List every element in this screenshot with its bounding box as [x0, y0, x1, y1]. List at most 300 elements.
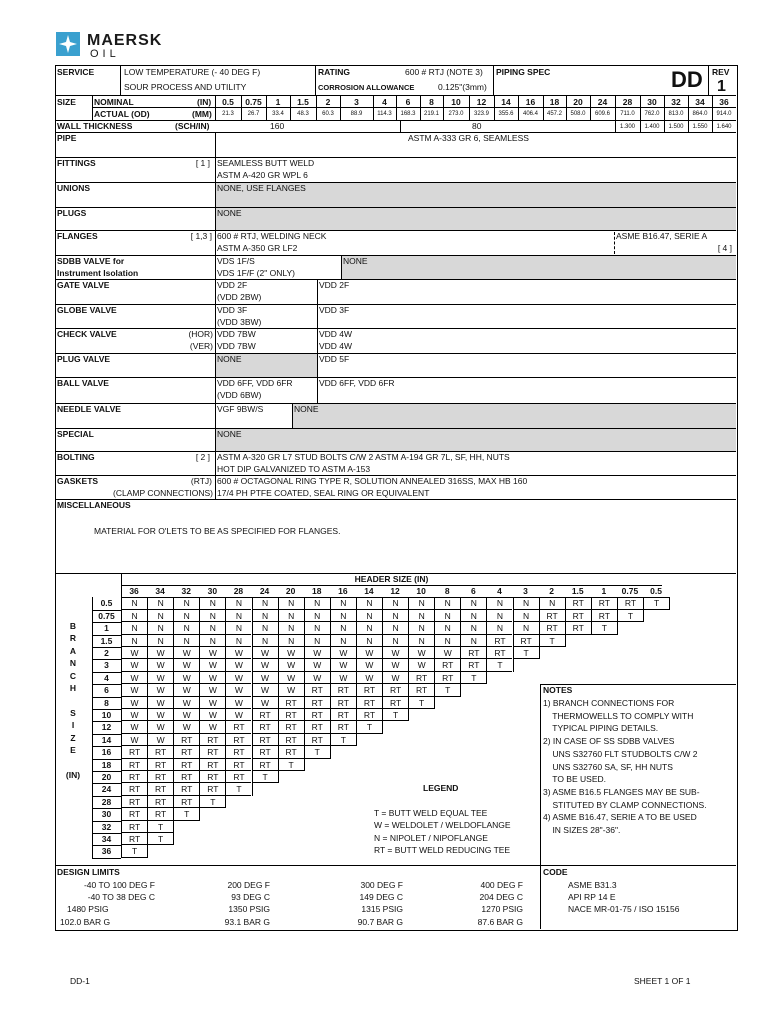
actual-od-cell: 864.0	[692, 111, 708, 117]
limit-value: 90.7 BAR G	[357, 916, 403, 927]
pipe-label: PIPE	[57, 133, 77, 143]
wall-unit: (SCH/IN)	[175, 121, 210, 131]
design-limits-col2	[205, 879, 270, 928]
branch-cell: W	[199, 647, 225, 659]
branch-letter: Z	[70, 732, 76, 743]
branch-cell: W	[147, 721, 173, 733]
branch-cell: T	[173, 808, 199, 820]
wall-label: WALL THICKNESS	[57, 121, 133, 131]
branch-cell: N	[121, 610, 147, 622]
branch-cell: RT	[199, 771, 225, 783]
row-end-line	[486, 672, 487, 684]
design-limits-title: DESIGN LIMITS	[57, 867, 120, 877]
gate-label: GATE VALVE	[57, 280, 110, 290]
branch-cell: N	[278, 610, 304, 622]
header-size-cell: 2	[549, 586, 554, 596]
note-line: 4) ASME B16.47, SERIE A TO BE USED	[543, 812, 697, 823]
branch-cell: RT	[225, 759, 251, 771]
branch-letter: B	[69, 621, 77, 631]
legend-title: LEGEND	[423, 783, 459, 793]
gaskets-label: GASKETS	[57, 476, 99, 486]
branch-cell: RT	[382, 697, 408, 709]
check-right2: VDD 4W	[319, 341, 353, 351]
branch-cell: W	[304, 659, 330, 671]
sdbb-label1: SDBB VALVE for	[57, 256, 125, 266]
code-list	[568, 879, 680, 916]
gaskets-line2: 17/4 PH PTFE COATED, SEAL RING OR EQUIVALENT	[217, 488, 430, 498]
notes-title: NOTES	[543, 685, 573, 695]
branch-cell: W	[199, 697, 225, 709]
design-limits-col4	[458, 879, 523, 928]
branch-cell: W	[330, 659, 356, 671]
branch-cell: N	[121, 597, 147, 609]
actual-unit: (MM)	[192, 109, 212, 119]
branch-cell: T	[278, 759, 304, 771]
check-hor: (HOR)	[188, 329, 213, 339]
branch-cell: RT	[408, 672, 434, 684]
header-size-cell: 0.5	[650, 586, 662, 596]
branch-cell: N	[225, 622, 251, 634]
globe-label: GLOBE VALVE	[57, 305, 117, 315]
actual-od-cell: 114.3	[377, 111, 392, 117]
branch-left-line	[92, 597, 93, 857]
branch-cell: RT	[278, 697, 304, 709]
branch-cell: RT	[356, 684, 382, 696]
branch-cell: T	[617, 610, 643, 622]
branch-cell: W	[173, 697, 199, 709]
nominal-label: NOMINAL	[94, 97, 134, 107]
branch-cell: RT	[147, 808, 173, 820]
limit-value: 102.0 BAR G	[60, 916, 111, 927]
nominal-unit: (IN)	[197, 97, 212, 107]
row-end-line	[565, 635, 566, 647]
ball-label: BALL VALVE	[57, 378, 109, 388]
branch-cell: W	[252, 659, 278, 671]
branch-cell: N	[408, 610, 434, 622]
branch-cell: W	[121, 647, 147, 659]
branch-cell: RT	[147, 759, 173, 771]
branch-size-cell: 6	[104, 685, 109, 696]
bolting-note: [ 2 ]	[195, 452, 210, 462]
actual-od-cell: 48.3	[297, 111, 309, 117]
branch-cell: N	[486, 610, 512, 622]
nominal-size-cell: 28	[622, 97, 633, 107]
branch-size-cell: 1.5	[100, 635, 113, 646]
note-line: IN SIZES 28"-36".	[543, 825, 621, 836]
branch-cell: N	[278, 597, 304, 609]
branch-cell: W	[330, 647, 356, 659]
row-end-line	[225, 796, 226, 808]
branch-cell: W	[225, 659, 251, 671]
branch-cell: RT	[565, 622, 591, 634]
branch-cell: RT	[199, 734, 225, 746]
branch-cell: RT	[121, 783, 147, 795]
check-line2: VDD 7BW	[217, 341, 256, 351]
header-size-cell: 20	[285, 586, 296, 596]
header-size-cell: 32	[181, 586, 191, 596]
wall-inch-cell: 1.500	[668, 124, 684, 130]
branch-cell: W	[225, 672, 251, 684]
branch-cell: RT	[121, 833, 147, 845]
branch-cell: W	[252, 684, 278, 696]
branch-cell: RT	[565, 597, 591, 609]
corrosion-value: 0.125"(3mm)	[438, 82, 487, 92]
branch-cell: N	[330, 597, 356, 609]
row-end-line	[304, 759, 305, 771]
branch-cell: W	[173, 647, 199, 659]
branch-cell: N	[199, 597, 225, 609]
header-size-cell: 3	[523, 586, 528, 596]
nominal-size-cell: 8	[429, 97, 434, 107]
branch-letter: A	[69, 645, 77, 656]
branch-cell: RT	[591, 610, 617, 622]
limit-value: 93 DEG C	[231, 892, 270, 903]
row-end-line	[147, 845, 148, 857]
branch-cell: N	[304, 610, 330, 622]
branch-cell: N	[121, 635, 147, 647]
flanges-line2: ASTM A-350 GR LF2	[217, 243, 298, 253]
sdbb-line2: VDS 1F/F (2" ONLY)	[217, 268, 295, 278]
branch-cell: RT	[304, 734, 330, 746]
branch-letter: R	[69, 633, 77, 644]
nominal-size-cell: 20	[573, 97, 583, 107]
misc-text: MATERIAL FOR O'LETS TO BE AS SPECIFIED FOR FLANGES.	[94, 526, 341, 536]
branch-cell: W	[225, 697, 251, 709]
branch-cell: W	[278, 684, 304, 696]
branch-cell: W	[252, 672, 278, 684]
branch-cell: RT	[173, 759, 199, 771]
nominal-size-cell: 18	[549, 97, 560, 107]
size-label: SIZE	[57, 97, 76, 107]
branch-cell: W	[278, 659, 304, 671]
corrosion-label: CORROSION ALLOWANCE	[318, 83, 415, 92]
fittings-line1: SEAMLESS BUTT WELD	[217, 158, 315, 168]
row-end-line	[513, 659, 514, 671]
branch-cell: N	[330, 622, 356, 634]
branch-cell: W	[225, 709, 251, 721]
needle-left: VGF 9BW/S	[217, 404, 264, 414]
branch-cell: W	[356, 647, 382, 659]
check-line1: VDD 7BW	[217, 329, 256, 339]
branch-cell: N	[252, 635, 278, 647]
gate-line2: (VDD 2BW)	[217, 292, 262, 302]
branch-letter: S	[70, 707, 76, 718]
branch-cell: W	[199, 684, 225, 696]
branch-cell: RT	[565, 610, 591, 622]
limit-value: 200 DEG F	[227, 880, 270, 890]
service-line1: LOW TEMPERATURE (- 40 DEG F)	[124, 67, 261, 77]
actual-label: ACTUAL (OD)	[94, 109, 150, 119]
header-size-cell: 18	[312, 586, 322, 596]
branch-cell: N	[513, 597, 539, 609]
code-line: ASME B31.3	[568, 880, 617, 890]
branch-cell: N	[356, 610, 382, 622]
branch-letter: I	[71, 720, 75, 731]
branch-cell: N	[434, 635, 460, 647]
nominal-size-cell: 6	[405, 97, 411, 107]
limit-value: 1480 PSIG	[67, 904, 109, 915]
check-right1: VDD 4W	[319, 329, 353, 339]
branch-cell: W	[408, 659, 434, 671]
branch-cell: RT	[304, 697, 330, 709]
branch-cell: T	[252, 771, 278, 783]
nominal-size-cell: 1.5	[297, 97, 309, 107]
flanges-note: [ 1,3 ]	[190, 231, 212, 241]
branch-cell: RT	[252, 759, 278, 771]
limit-value: 1270 PSIG	[481, 904, 523, 915]
branch-cell: W	[121, 734, 147, 746]
branch-cell: N	[356, 622, 382, 634]
branch-size-cell: 0.5	[100, 598, 113, 609]
branch-cell: N	[382, 635, 408, 647]
branch-cell: N	[225, 597, 251, 609]
branch-cell: N	[121, 622, 147, 634]
branch-cell: W	[173, 659, 199, 671]
header-size-cell: 36	[129, 586, 139, 596]
branch-cell: RT	[121, 759, 147, 771]
branch-cell: W	[304, 647, 330, 659]
branch-cell: T	[539, 635, 565, 647]
footer-sheet: SHEET 1 OF 1	[634, 976, 691, 986]
branch-cell: N	[330, 610, 356, 622]
rev-value: 1	[717, 78, 726, 95]
actual-od-cell: 813.0	[668, 111, 684, 117]
branch-cell: W	[173, 721, 199, 733]
branch-cell: N	[304, 597, 330, 609]
branch-cell: W	[199, 721, 225, 733]
branch-cell: RT	[147, 796, 173, 808]
branch-size-cell: 14	[101, 734, 112, 745]
actual-od-cell: 711.0	[620, 111, 635, 117]
branch-cell: RT	[330, 697, 356, 709]
globe-right: VDD 3F	[319, 305, 350, 315]
flanges-label: FLANGES	[57, 231, 98, 241]
nominal-size-cell: 36	[719, 97, 729, 107]
branch-cell: N	[460, 597, 486, 609]
row-end-line	[460, 684, 461, 696]
row-end-line	[199, 808, 200, 820]
plug-valve-label: PLUG VALVE	[57, 354, 111, 364]
branch-cell: W	[382, 647, 408, 659]
rating-value: 600 # RTJ (NOTE 3)	[405, 67, 483, 77]
branch-cell: W	[225, 684, 251, 696]
branch-letter: N	[69, 658, 77, 669]
branch-cell: W	[408, 647, 434, 659]
header-size-cell: 4	[497, 586, 502, 596]
nominal-size-cell: 0.75	[245, 97, 262, 107]
branch-cell: W	[147, 647, 173, 659]
row-end-line	[356, 734, 357, 746]
branch-cell: N	[252, 622, 278, 634]
gaskets-rtj: (RTJ)	[190, 476, 212, 486]
branch-cell: T	[330, 734, 356, 746]
row-end-line	[173, 821, 174, 833]
branch-cell: RT	[225, 771, 251, 783]
note-line: THERMOWELLS TO COMPLY WITH	[543, 710, 694, 721]
header-size-title: HEADER SIZE (IN)	[354, 574, 429, 584]
nominal-size-cell: 0.5	[222, 97, 234, 107]
actual-od-cell: 273.0	[448, 111, 464, 117]
branch-size-cell: 0.75	[98, 610, 115, 621]
branch-cell: N	[408, 597, 434, 609]
branch-cell: W	[173, 709, 199, 721]
header-size-cell: 1	[601, 586, 607, 596]
branch-letter: C	[69, 670, 77, 681]
note-line: UNS S32760 SA, SF, HH NUTS	[543, 761, 673, 772]
branch-cell: RT	[330, 721, 356, 733]
branch-cell: W	[147, 672, 173, 684]
branch-cell: N	[199, 622, 225, 634]
row-end-line	[434, 697, 435, 709]
branch-cell: N	[382, 597, 408, 609]
nominal-size-cell: 10	[451, 97, 461, 107]
branch-cell: T	[643, 597, 669, 609]
branch-cell: T	[225, 783, 251, 795]
limit-value: -40 TO 100 DEG F	[83, 880, 155, 890]
branch-size-cell: 16	[101, 747, 112, 758]
branch-cell: RT	[121, 808, 147, 820]
branch-cell: W	[147, 734, 173, 746]
branch-cell: N	[486, 622, 512, 634]
nominal-size-cell: 30	[647, 97, 657, 107]
legend-item: N = NIPOLET / NIPOFLANGE	[374, 832, 488, 843]
branch-cell: RT	[173, 746, 199, 758]
branch-cell: N	[356, 597, 382, 609]
legend-item: T = BUTT WELD EQUAL TEE	[374, 808, 488, 818]
limit-value: 149 DEG C	[359, 892, 403, 903]
branch-cell: W	[356, 659, 382, 671]
branch-cell: RT	[225, 721, 251, 733]
branch-cell: RT	[539, 622, 565, 634]
misc-label: MISCELLANEOUS	[57, 500, 131, 510]
branch-size-cell: 34	[101, 834, 112, 844]
branch-cell: N	[278, 622, 304, 634]
branch-cell: T	[356, 721, 382, 733]
branch-cell: RT	[278, 709, 304, 721]
design-limits-col1	[60, 879, 155, 928]
limit-value: 400 DEG F	[480, 880, 523, 890]
note-line: STITUTED BY CLAMP CONNECTIONS.	[543, 799, 707, 810]
row-end-line	[643, 610, 644, 622]
actual-od-cell: 457.2	[546, 111, 562, 117]
row-end-line	[252, 783, 253, 795]
actual-od-cell: 609.6	[594, 111, 610, 117]
fittings-line2: ASTM A-420 GR WPL 6	[217, 170, 308, 180]
branch-cell: N	[304, 622, 330, 634]
branch-cell: N	[147, 622, 173, 634]
nominal-size-cell: 12	[476, 97, 487, 107]
limit-value: 93.1 BAR G	[224, 916, 270, 927]
header-size-cell: 16	[338, 586, 348, 596]
pipe-value: ASTM A-333 GR 6, SEAMLESS	[408, 133, 529, 143]
note-line: 3) ASME B16.5 FLANGES MAY BE SUB-	[543, 786, 700, 797]
wall-sch160: 160	[270, 121, 285, 131]
branch-size-cell: 36	[101, 846, 112, 857]
rev-label: REV	[712, 67, 730, 77]
globe-line2: (VDD 3BW)	[217, 317, 262, 327]
branch-cell: N	[382, 622, 408, 634]
legend-item: W = WELDOLET / WELDOFLANGE	[374, 820, 511, 831]
flanges-right1: ASME B16.47, SERIE A	[616, 231, 708, 241]
note-line: TYPICAL PIPING DETAILS.	[543, 723, 659, 734]
plug-valve-right: VDD 5F	[319, 354, 350, 364]
bolting-line2: HOT DIP GALVANIZED TO ASTM A-153	[217, 464, 371, 474]
actual-od-cell: 355.6	[498, 111, 514, 117]
branch-cell: N	[408, 622, 434, 634]
branch-cell: RT	[382, 684, 408, 696]
branch-cell: N	[225, 635, 251, 647]
branch-cell: RT	[304, 721, 330, 733]
branch-cell: W	[304, 672, 330, 684]
branch-cell: RT	[356, 697, 382, 709]
branch-cell: RT	[252, 746, 278, 758]
globe-line1: VDD 3F	[217, 305, 248, 315]
row-end-line	[173, 833, 174, 845]
branch-cell: W	[199, 659, 225, 671]
branch-size-cell: 8	[104, 697, 109, 708]
branch-cell: T	[304, 746, 330, 758]
branch-cell: RT	[252, 709, 278, 721]
code-line: NACE MR-01-75 / ISO 15156	[568, 904, 680, 915]
branch-cell: RT	[252, 734, 278, 746]
branch-size-cell: 18	[101, 759, 112, 770]
row-end-line	[330, 746, 331, 758]
branch-size-cell: 4	[104, 672, 109, 683]
header-size-cell: 12	[390, 586, 400, 596]
branch-cell: W	[121, 684, 147, 696]
branch-cell: RT	[121, 771, 147, 783]
nominal-size-cell: 16	[525, 97, 536, 107]
branch-cell: W	[382, 672, 408, 684]
header-size-cell: 0.75	[621, 586, 639, 596]
branch-cell: RT	[147, 746, 173, 758]
branch-cell: T	[147, 833, 173, 845]
sdbb-line1: VDS 1F/S	[217, 256, 255, 266]
branch-cell: RT	[199, 746, 225, 758]
legend-list	[374, 807, 511, 857]
nominal-size-cell: 1	[275, 97, 281, 107]
actual-od-cell: 88.9	[350, 111, 363, 117]
branch-cell: T	[434, 684, 460, 696]
branch-cell: RT	[199, 783, 225, 795]
header-size-cell: 24	[259, 586, 270, 596]
branch-cell: W	[278, 672, 304, 684]
design-limits-col3	[338, 879, 403, 928]
code-title: CODE	[543, 867, 568, 877]
branch-cell: RT	[304, 709, 330, 721]
branch-letter-spacer	[56, 694, 90, 706]
branch-cell: N	[434, 622, 460, 634]
wall-inch-cell: 1.300	[619, 124, 635, 130]
row-end-line	[408, 709, 409, 721]
branch-cell: RT	[278, 721, 304, 733]
actual-od-cell: 26.7	[247, 111, 260, 117]
gate-line1: VDD 2F	[217, 280, 248, 290]
branch-cell: N	[147, 597, 173, 609]
actual-od-cell: 168.3	[400, 111, 416, 117]
branch-cell: RT	[173, 771, 199, 783]
wall-inch-cell: 1.640	[716, 124, 732, 130]
branch-cell: N	[199, 635, 225, 647]
limit-value: 204 DEG C	[479, 892, 523, 903]
branch-cell: W	[225, 647, 251, 659]
gaskets-clamp: (CLAMP CONNECTIONS)	[113, 488, 213, 498]
needle-right: NONE	[294, 404, 319, 414]
branch-cell: RT	[225, 746, 251, 758]
branch-cell: RT	[278, 746, 304, 758]
wall-inch-cell: 1.550	[692, 124, 708, 130]
branch-cell: N	[486, 597, 512, 609]
